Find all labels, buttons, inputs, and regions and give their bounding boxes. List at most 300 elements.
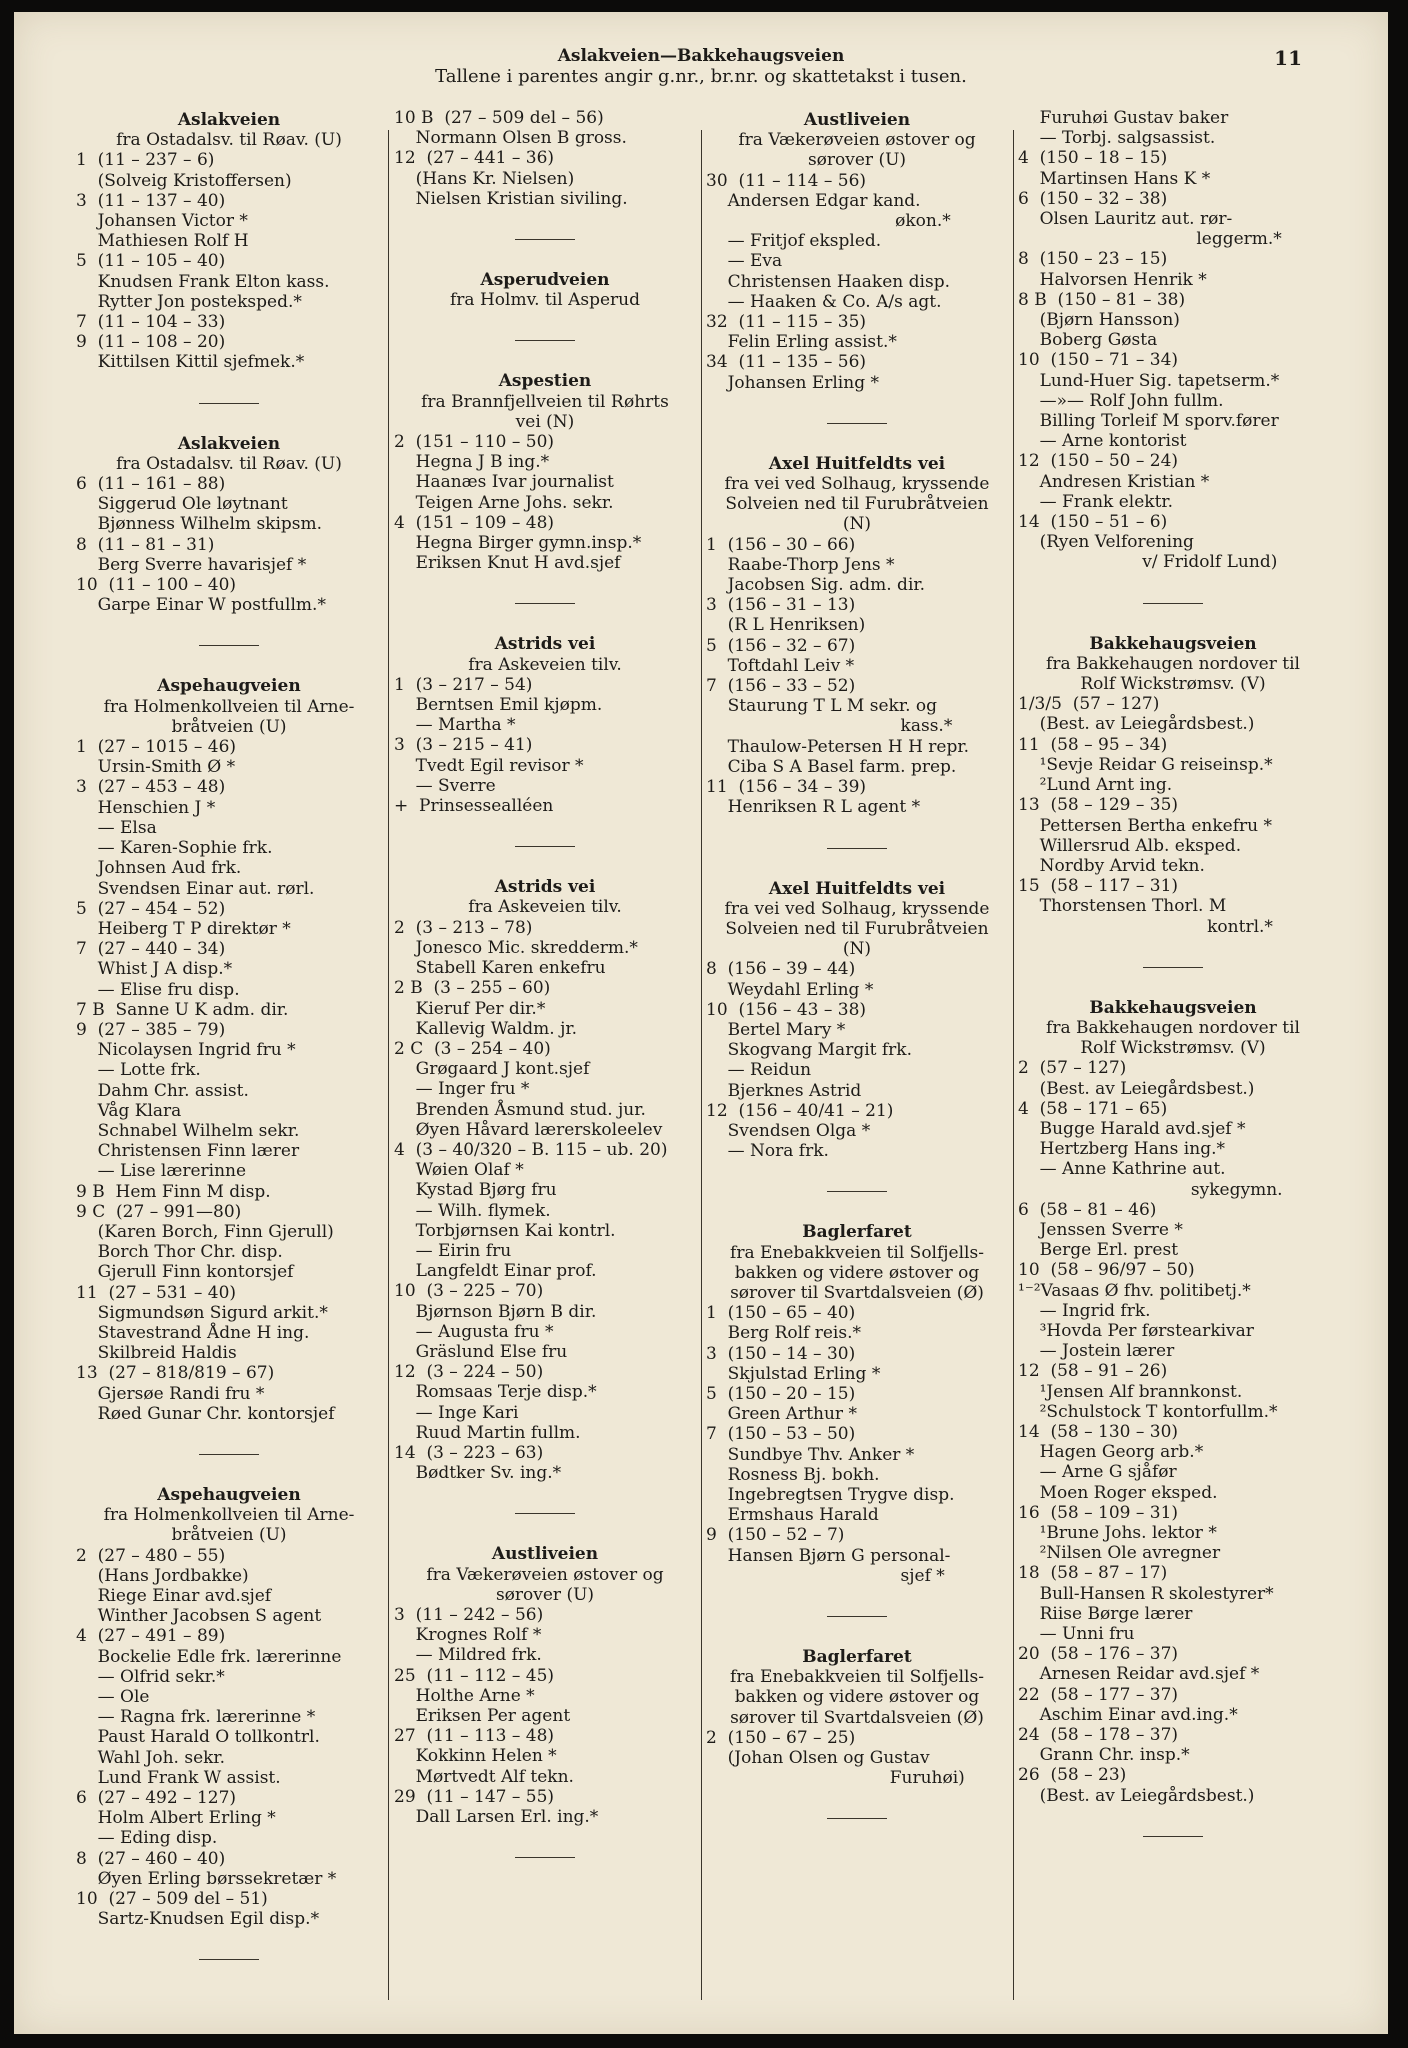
address-entry-line: — Ragna frk. lærerinne * <box>76 1707 316 1728</box>
address-entry-line: — Jostein lærer <box>1018 1341 1175 1362</box>
address-entry-line: Mørtvedt Alf tekn. <box>394 1766 574 1787</box>
address-entry-line: Kystad Bjørg fru <box>394 1180 557 1201</box>
address-entries <box>706 959 1008 1161</box>
address-entry-line: Berntsen Emil kjøpm. <box>394 695 603 716</box>
address-entry-line: Sartz-Knudsen Egil disp.* <box>76 1909 320 1930</box>
address-entry-line: Staurung T L M sekr. og <box>706 696 938 717</box>
address-entry-line: Raabe-Thorp Jens * <box>706 554 895 575</box>
street-section <box>394 270 696 310</box>
address-entry-line: Bertel Mary * <box>706 1019 846 1040</box>
address-entry-line: Knudsen Frank Elton kass. <box>76 271 330 292</box>
address-entry-line: — Haaken & Co. A/s agt. <box>706 291 942 312</box>
street-name: Aspehaugveien <box>157 1484 301 1505</box>
address-entry-line: Tvedt Egil revisor * <box>394 755 584 776</box>
address-entry-line: Sundbye Thv. Anker * <box>706 1444 915 1465</box>
column-divider <box>1013 130 1014 2000</box>
address-entry-line: — Karen-Sophie frk. <box>76 838 273 859</box>
address-entry-line: Skilbreid Haldis <box>76 1343 237 1364</box>
street-section <box>394 371 696 573</box>
address-entry-line: Halvorsen Henrik * <box>1018 269 1207 290</box>
column-3 <box>706 108 1008 1849</box>
address-entry-line: (Karen Borch, Finn Gjerull) <box>76 1221 334 1242</box>
address-entry-line: Gräslund Else fru <box>394 1341 568 1362</box>
address-entry-line: Holthe Arne * <box>394 1685 535 1706</box>
address-entry-line: Furuhøi Gustav baker <box>1018 108 1229 128</box>
address-entry-line: Toftdahl Leiv * <box>706 655 855 676</box>
address-entry-line: Lund-Huer Sig. tapetserm.* <box>1018 370 1280 391</box>
address-entry-line: Skogvang Margit frk. <box>706 1040 913 1061</box>
street-name: Axel Huitfeldts vei <box>768 878 946 899</box>
street-route-description: fra vei ved Solhaug, kryssende Solveien ned til Furubråtveien (N) <box>724 898 990 960</box>
address-entry-line: Eriksen Per agent <box>394 1706 571 1726</box>
address-entry-line: 6 (27 – 492 – 127) <box>76 1788 237 1809</box>
address-entry-line: (Solveig Kristoffersen) <box>76 170 292 191</box>
address-entry-line: Bødtker Sv. ing.* <box>394 1463 562 1484</box>
address-entries <box>394 675 696 816</box>
address-entry-line: Felin Erling assist.* <box>706 332 897 353</box>
street-section <box>76 110 382 373</box>
street-section <box>394 1544 696 1827</box>
address-entries <box>1018 1058 1328 1806</box>
address-entry-line: 9 C (27 – 991—80) <box>76 1201 242 1222</box>
address-entry-line: Svendsen Einar aut. rørl. <box>76 878 315 899</box>
address-entry-line: — Nora frk. <box>706 1141 829 1162</box>
address-entry-line: — Elsa <box>76 817 157 838</box>
address-entry-line: Gjersøe Randi fru * <box>76 1383 265 1404</box>
column-divider <box>701 130 702 2000</box>
address-entry-line: Olsen Lauritz aut. rør- <box>1018 209 1233 230</box>
address-entry-line: Krognes Rolf * <box>394 1625 542 1646</box>
address-entry-line: Riege Einar avd.sjef <box>76 1586 272 1606</box>
address-entries <box>76 1546 382 1930</box>
address-entry-line: Berg Rolf reis.* <box>706 1323 862 1344</box>
street-route-description: fra vei ved Solhaug, kryssende Solveien ned til Furubråtveien (N) <box>724 474 990 535</box>
address-entry-line: Mathiesen Rolf H <box>76 231 249 252</box>
address-entry-line: — Lise lærerinne <box>76 1161 247 1182</box>
address-entry-line: 6 (58 – 81 – 46) <box>1018 1199 1157 1220</box>
column-divider <box>388 130 389 2000</box>
address-entry-line: Thaulow-Petersen H H repr. <box>706 736 970 757</box>
address-entry-line: 2 (57 – 127) <box>1018 1058 1127 1079</box>
street-route-description: fra Holmenkollveien til Arne- bråtveien (U) <box>103 696 355 737</box>
street-section <box>394 877 696 1483</box>
address-entry-line: Nordby Arvid tekn. <box>1018 855 1205 876</box>
address-entry-line: Willersrud Alb. eksped. <box>1018 835 1242 856</box>
address-entry-line: 3 (156 – 31 – 13) <box>706 595 856 616</box>
address-entry-line: Stabell Karen enkefru <box>394 958 606 979</box>
address-entry-line: Hansen Bjørn G personal- <box>706 1545 951 1566</box>
street-section <box>1018 634 1328 937</box>
address-entry-line: 2 (150 – 67 – 25) <box>706 1727 856 1748</box>
column-2 <box>394 108 696 1888</box>
street-section <box>706 879 1008 1162</box>
address-entry-line: 7 (150 – 53 – 50) <box>706 1424 856 1445</box>
street-section <box>394 108 696 209</box>
address-entry-line: 8 (156 – 39 – 44) <box>706 959 856 980</box>
address-entry-line: 14 (150 – 51 – 6) <box>1018 512 1168 533</box>
section-separator <box>827 423 887 424</box>
address-entry-line: Furuhøi) <box>706 1768 965 1789</box>
address-entry-line: Johansen Victor * <box>76 211 248 232</box>
section-separator <box>515 846 575 847</box>
street-section <box>394 634 696 816</box>
address-entry-line: Thorstensen Thorl. M <box>1018 896 1227 917</box>
address-entry-line: — Anne Kathrine aut. <box>1018 1159 1226 1180</box>
address-entry-line: Johansen Erling * <box>706 372 879 393</box>
street-route-description: fra Holmenkollveien til Arne- bråtveien (U) <box>103 1505 355 1546</box>
street-section <box>706 1222 1008 1586</box>
address-entry-line: 11 (58 – 95 – 34) <box>1018 734 1168 755</box>
address-entry-line: — Lotte frk. <box>76 1060 201 1081</box>
address-entry-line: sykegymn. <box>1018 1179 1283 1200</box>
address-entry-line: 6 (150 – 32 – 38) <box>1018 188 1168 209</box>
address-entry-line: 3 (3 – 215 – 41) <box>394 735 533 756</box>
address-entries <box>394 432 696 573</box>
address-entry-line: Våg Klara <box>76 1100 182 1121</box>
section-separator <box>1143 603 1203 604</box>
address-entry-line: kontrl.* <box>1018 916 1273 937</box>
address-entry-line: Moen Roger eksped. <box>1018 1482 1218 1503</box>
address-entry-line: Billing Torleif M sporv.fører <box>1018 411 1279 432</box>
address-entry-line: (Best. av Leiegårdsbest.) <box>1018 714 1255 735</box>
street-name: Aspestien <box>498 371 592 392</box>
address-entry-line: 18 (58 – 87 – 17) <box>1018 1563 1168 1584</box>
address-entry-line: Martinsen Hans K * <box>1018 168 1211 189</box>
address-entries <box>706 1728 1008 1789</box>
address-entry-line: 3 (11 – 242 – 56) <box>394 1604 544 1625</box>
address-entries <box>394 108 696 209</box>
address-entry-line: ¹⁻²Vasaas Ø fhv. politibetj.* <box>1018 1280 1251 1301</box>
address-entry-line: 13 (27 – 818/819 – 67) <box>76 1363 275 1384</box>
address-entry-line: (Best. av Leiegårdsbest.) <box>1018 1078 1255 1099</box>
address-entry-line: — Martha * <box>394 715 516 736</box>
directory-page <box>14 12 1388 2034</box>
address-entry-line: 7 (11 – 104 – 33) <box>76 312 226 333</box>
street-section <box>76 1485 382 1929</box>
address-entry-line: — Ole <box>76 1687 150 1708</box>
address-entry-line: (Bjørn Hansson) <box>1018 310 1180 331</box>
address-entry-line: 34 (11 – 135 – 56) <box>706 352 867 373</box>
address-entry-line: (Best. av Leiegårdsbest.) <box>1018 1785 1255 1806</box>
address-entry-line: 7 B Sanne U K adm. dir. <box>76 999 289 1020</box>
address-entry-line: Dall Larsen Erl. ing.* <box>394 1807 599 1828</box>
street-name: Bakkehaugsveien <box>1089 997 1257 1018</box>
address-entry-line: Borch Thor Chr. disp. <box>76 1242 283 1263</box>
section-separator <box>515 239 575 240</box>
address-entry-line: 1 (150 – 65 – 40) <box>706 1303 856 1324</box>
address-entry-line: 7 (156 – 33 – 52) <box>706 676 856 697</box>
address-entry-line: Torbjørnsen Kai kontrl. <box>394 1220 616 1241</box>
address-entry-line: Pettersen Bertha enkefru * <box>1018 815 1272 836</box>
address-entry-line: Kittilsen Kittil sjefmek.* <box>76 352 305 373</box>
address-entry-line: Ruud Martin fullm. <box>394 1422 581 1443</box>
address-entry-line: 2 (27 – 480 – 55) <box>76 1545 226 1566</box>
street-section <box>706 454 1008 818</box>
address-entry-line: 9 (150 – 52 – 7) <box>706 1525 845 1546</box>
street-route-description: fra Askeveien tilv. <box>468 654 622 675</box>
address-entries <box>76 737 382 1424</box>
address-entries <box>394 918 696 1484</box>
address-entry-line: 10 (27 – 509 del – 51) <box>76 1889 268 1910</box>
address-entry-line: 4 (3 – 40/320 – B. 115 – ub. 20) <box>394 1139 668 1160</box>
section-separator <box>827 1191 887 1192</box>
address-entry-line: Green Arthur * <box>706 1404 857 1425</box>
address-entry-line: 10 B (27 – 509 del – 56) <box>394 108 604 128</box>
street-name: Aspehaugveien <box>157 676 301 697</box>
address-entries <box>394 1605 696 1827</box>
address-entry-line: 1 (3 – 217 – 54) <box>394 674 533 695</box>
page-number: 11 <box>1274 46 1302 70</box>
address-entry-line: — Olfrid sekr.* <box>76 1666 225 1687</box>
section-separator <box>827 1818 887 1819</box>
address-entry-line: 10 (11 – 100 – 40) <box>76 575 237 596</box>
address-entry-line: — Augusta fru * <box>394 1321 554 1342</box>
address-entry-line: 7 (27 – 440 – 34) <box>76 939 226 960</box>
address-entry-line: — Reidun <box>706 1060 812 1081</box>
address-entry-line: Siggerud Ole løytnant <box>76 494 288 515</box>
section-separator <box>199 403 259 404</box>
street-name: Astrids vei <box>494 877 596 898</box>
address-entry-line: — Ingrid frk. <box>1018 1300 1151 1321</box>
address-entry-line: 3 (27 – 453 – 48) <box>76 777 226 798</box>
address-entry-line: Ursin-Smith Ø * <box>76 757 236 778</box>
address-entry-line: 4 (151 – 109 – 48) <box>394 512 555 533</box>
address-entry-line: Kallevig Waldm. jr. <box>394 1018 578 1039</box>
address-entry-line: — Inger fru * <box>394 1079 530 1100</box>
address-entry-line: — Eirin fru <box>394 1240 512 1261</box>
address-entry-line: Eriksen Knut H avd.sjef <box>394 553 621 574</box>
address-entry-line: Jenssen Sverre * <box>1018 1219 1183 1240</box>
address-entry-line: ¹Sevje Reidar G reiseinsp.* <box>1018 754 1273 775</box>
address-entry-line: Brenden Åsmund stud. jur. <box>394 1099 646 1120</box>
street-route-description: fra Bakkehaugen nordover til Rolf Wickstrømsv. (V) <box>1046 1017 1300 1059</box>
address-entry-line: sjef * <box>706 1565 945 1586</box>
address-entry-line: 5 (27 – 454 – 52) <box>76 898 226 919</box>
address-entry-line: Jonesco Mic. skredderm.* <box>394 937 638 958</box>
address-entry-line: Andresen Kristian * <box>1018 471 1210 492</box>
address-entry-line: Wahl Joh. sekr. <box>76 1747 226 1768</box>
address-entry-line: 3 (150 – 14 – 30) <box>706 1343 856 1364</box>
address-entry-line: Jacobsen Sig. adm. dir. <box>706 575 926 596</box>
section-separator <box>199 645 259 646</box>
address-entry-line: 8 B (150 – 81 – 38) <box>1018 289 1186 310</box>
address-entries <box>1018 108 1328 573</box>
address-entry-line: 30 (11 – 114 – 56) <box>706 170 867 191</box>
address-entry-line: Bjerknes Astrid <box>706 1080 862 1101</box>
address-entry-line: Arnesen Reidar avd.sjef * <box>1018 1664 1260 1685</box>
address-entry-line: — Arne G sjåfør <box>1018 1462 1177 1483</box>
address-entry-line: ²Nilsen Ole avregner <box>1018 1543 1221 1564</box>
address-entry-line: 14 (3 – 223 – 63) <box>394 1442 544 1463</box>
address-entry-line: Henschien J * <box>76 797 216 818</box>
address-entry-line: (R L Henriksen) <box>706 615 866 636</box>
column-1 <box>76 108 382 1990</box>
address-entry-line: 4 (58 – 171 – 65) <box>1018 1098 1168 1119</box>
address-entry-line: — Elise fru disp. <box>76 979 240 1000</box>
address-entry-line: Heiberg T P direktør * <box>76 918 291 939</box>
address-entry-line: Dahm Chr. assist. <box>76 1080 249 1101</box>
address-entry-line: 5 (150 – 20 – 15) <box>706 1383 856 1404</box>
address-entry-line: Grann Chr. insp.* <box>1018 1745 1190 1766</box>
street-name: Aslakveien <box>177 433 281 454</box>
address-entry-line: Romsaas Terje disp.* <box>394 1382 597 1403</box>
street-route-description: fra Enebakkveien til Solfjells- bakken og videre østover og sørover til Svartdalsveien (Ø) <box>730 1667 984 1728</box>
address-entry-line: 4 (27 – 491 – 89) <box>76 1626 226 1647</box>
section-separator <box>199 1454 259 1455</box>
address-entry-line: 9 (11 – 108 – 20) <box>76 332 226 353</box>
page-title: Aslakveien—Bakkehaugsveien <box>557 46 845 66</box>
address-entry-line: Bull-Hansen R skolestyrer* <box>1018 1583 1274 1604</box>
address-entry-line: 4 (150 – 18 – 15) <box>1018 148 1168 169</box>
address-entry-line: Berge Erl. prest <box>1018 1240 1179 1261</box>
section-separator <box>515 1857 575 1858</box>
address-entry-line: 8 (11 – 81 – 31) <box>76 534 215 555</box>
address-entry-line: 29 (11 – 147 – 55) <box>394 1786 555 1807</box>
address-entry-line: Ermshaus Harald <box>706 1505 879 1526</box>
address-entry-line: Svendsen Olga * <box>706 1120 871 1141</box>
address-entry-line: 12 (156 – 40/41 – 21) <box>706 1100 894 1121</box>
section-separator <box>515 340 575 341</box>
address-entry-line: Garpe Einar W postfullm.* <box>76 595 326 616</box>
address-entry-line: Bjønness Wilhelm skipsm. <box>76 514 323 535</box>
address-entry-line: 10 (3 – 225 – 70) <box>394 1281 544 1302</box>
address-entry-line: 24 (58 – 178 – 37) <box>1018 1725 1179 1746</box>
address-entry-line: 14 (58 – 130 – 30) <box>1018 1421 1179 1442</box>
address-entry-line: — Fritjof ekspled. <box>706 231 882 252</box>
address-entry-line: ³Hovda Per førstearkivar <box>1018 1320 1254 1341</box>
section-separator <box>827 848 887 849</box>
address-entry-line: Andersen Edgar kand. <box>706 190 921 211</box>
address-entry-line: Hagen Georg arb.* <box>1018 1442 1204 1463</box>
address-entry-line: Bugge Harald avd.sjef * <box>1018 1118 1246 1139</box>
address-entry-line: Kokkinn Helen * <box>394 1746 557 1767</box>
address-entry-line: 2 B (3 – 255 – 60) <box>394 978 551 999</box>
address-entry-line: 26 (58 – 23) <box>1018 1765 1127 1786</box>
address-entry-line: 15 (58 – 117 – 31) <box>1018 876 1179 897</box>
address-entry-line: Gjerull Finn kontorsjef <box>76 1262 294 1283</box>
address-entry-line: Ciba S A Basel farm. prep. <box>706 756 957 777</box>
section-separator <box>199 1959 259 1960</box>
street-route-description: fra Ostadalsv. til Røav. (U) <box>116 453 342 474</box>
address-entry-line: Winther Jacobsen S agent <box>76 1606 322 1627</box>
address-entry-line: — Inge Kari <box>394 1402 519 1423</box>
address-entry-line: 1/3/5 (57 – 127) <box>1018 694 1160 715</box>
address-entry-line: — Frank elektr. <box>1018 491 1174 512</box>
section-separator <box>1143 1836 1203 1837</box>
address-entry-line: — Sverre <box>394 775 496 796</box>
address-entry-line: Hegna Birger gymn.insp.* <box>394 533 642 554</box>
address-entry-line: 8 (27 – 460 – 40) <box>76 1848 226 1869</box>
address-entry-line: Langfeldt Einar prof. <box>394 1261 597 1282</box>
page-subtitle: Tallene i parentes angir g.nr., br.nr. og skattetakst i tusen. <box>435 66 967 87</box>
address-entry-line: Rosness Bj. bokh. <box>706 1464 880 1485</box>
address-entry-line: Boberg Gøsta <box>1018 330 1158 351</box>
address-entry-line: Hegna J B ing.* <box>394 452 550 473</box>
address-entry-line: Weydahl Erling * <box>706 979 874 1000</box>
address-entry-line: Sigmundsøn Sigurd arkit.* <box>76 1302 328 1323</box>
address-entry-line: — Eva <box>706 251 783 272</box>
address-entry-line: Normann Olsen B gross. <box>394 128 627 149</box>
street-route-description: fra Brannfjellveien til Røhrts vei (N) <box>421 391 669 432</box>
address-entries <box>1018 694 1328 936</box>
street-section <box>76 676 382 1424</box>
street-section <box>1018 108 1328 573</box>
address-entry-line: 16 (58 – 109 – 31) <box>1018 1502 1179 1523</box>
address-entry-line: Stavestrand Ådne H ing. <box>76 1322 310 1343</box>
address-entry-line: —»— Rolf John fullm. <box>1018 390 1224 411</box>
address-entry-line: Christensen Finn lærer <box>76 1141 300 1162</box>
address-entry-line: — Mildred frk. <box>394 1645 542 1666</box>
address-entry-line: Henriksen R L agent * <box>706 797 921 818</box>
address-entry-line: Ingebregtsen Trygve disp. <box>706 1484 955 1505</box>
address-entry-line: Skjulstad Erling * <box>706 1363 881 1384</box>
address-entry-line: Hertzberg Hans ing.* <box>1018 1139 1225 1160</box>
street-route-description: fra Askeveien tilv. <box>468 897 622 918</box>
address-entry-line: Holm Albert Erling * <box>76 1808 276 1829</box>
address-entry-line: 13 (58 – 129 – 35) <box>1018 795 1179 816</box>
street-route-description: fra Vækerøveien østover og sørover (U) <box>738 130 976 171</box>
address-entry-line: 5 (156 – 32 – 67) <box>706 635 856 656</box>
address-entry-line: 12 (27 – 441 – 36) <box>394 148 555 169</box>
address-entry-line: — Torbj. salgsassist. <box>1018 128 1216 149</box>
street-section <box>706 110 1008 393</box>
street-section <box>1018 998 1328 1806</box>
address-entry-line: 12 (150 – 50 – 24) <box>1018 451 1179 472</box>
address-entry-line: økon.* <box>706 211 951 232</box>
address-entry-line: (Hans Jordbakke) <box>76 1565 249 1586</box>
address-entry-line: 10 (156 – 43 – 38) <box>706 999 867 1020</box>
address-entry-line: Wøien Olaf * <box>394 1160 524 1181</box>
address-entry-line: Øyen Erling børssekretær * <box>76 1868 337 1889</box>
address-entry-line: Nielsen Kristian siviling. <box>394 188 628 209</box>
section-separator <box>515 1513 575 1514</box>
address-entry-line: — Arne kontorist <box>1018 431 1187 452</box>
address-entry-line: 10 (58 – 96/97 – 50) <box>1018 1260 1195 1281</box>
address-entry-line: Øyen Håvard lærerskoleelev <box>394 1119 663 1140</box>
address-entry-line: 12 (58 – 91 – 26) <box>1018 1361 1168 1382</box>
street-route-description: fra Bakkehaugen nordover til Rolf Wickstrømsv. (V) <box>1046 653 1300 695</box>
street-name: Austliveien <box>491 1544 599 1565</box>
address-entry-line: Haanæs Ivar journalist <box>394 472 614 493</box>
address-entry-line: ²Lund Arnt ing. <box>1018 775 1173 796</box>
address-entry-line: (Johan Olsen og Gustav <box>706 1748 930 1769</box>
column-4 <box>1018 108 1328 1867</box>
address-entry-line: v/ Fridolf Lund) <box>1018 552 1278 573</box>
address-entry-line: 2 (3 – 213 – 78) <box>394 917 533 938</box>
address-entry-line: 25 (11 – 112 – 45) <box>394 1665 555 1686</box>
address-entry-line: 11 (27 – 531 – 40) <box>76 1282 237 1303</box>
address-entry-line: 9 (27 – 385 – 79) <box>76 1019 226 1040</box>
address-entry-line: 27 (11 – 113 – 48) <box>394 1726 555 1747</box>
address-entry-line: 5 (11 – 105 – 40) <box>76 251 226 272</box>
address-entries <box>76 150 382 372</box>
address-entry-line: 2 (151 – 110 – 50) <box>394 432 555 453</box>
address-entry-line: Nicolaysen Ingrid fru * <box>76 1040 296 1061</box>
address-entry-line: — Eding disp. <box>76 1828 218 1849</box>
page-header <box>14 46 1388 88</box>
address-entry-line: Johnsen Aud frk. <box>76 858 242 879</box>
address-entry-line: 3 (11 – 137 – 40) <box>76 190 226 211</box>
address-entry-line: — Wilh. flymek. <box>394 1200 551 1221</box>
address-entry-line: — Unni fru <box>1018 1624 1135 1645</box>
address-entry-line: Røed Gunar Chr. kontorsjef <box>76 1403 335 1424</box>
address-entry-line: ¹Jensen Alf brannkonst. <box>1018 1381 1243 1402</box>
address-entries <box>706 1303 1008 1586</box>
address-entry-line: Whist J A disp.* <box>76 959 233 980</box>
address-entry-line: 2 C (3 – 254 – 40) <box>394 1038 551 1059</box>
address-entry-line: 9 B Hem Finn M disp. <box>76 1181 271 1202</box>
section-separator <box>515 603 575 604</box>
